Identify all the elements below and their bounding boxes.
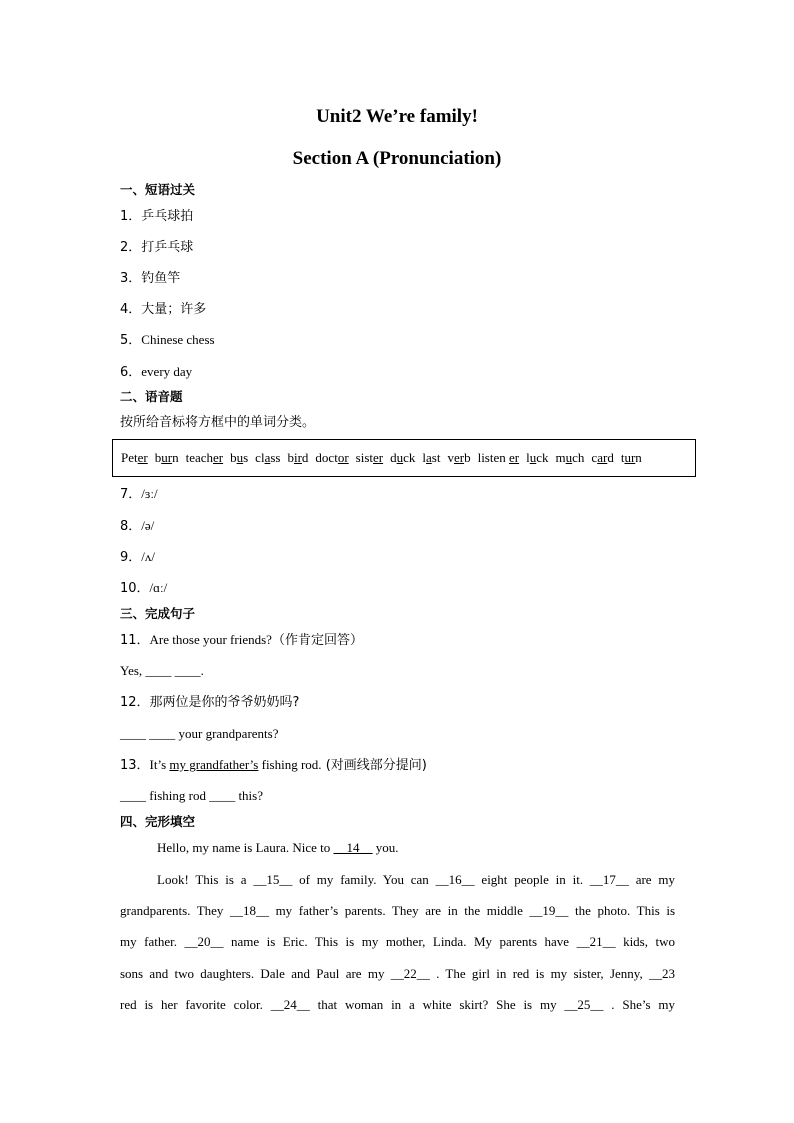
question-12: 12．那两位是你的爷爷奶奶吗? [120, 695, 300, 710]
word-item: class [255, 450, 281, 465]
section4-heading: 四、完形填空 [120, 814, 196, 829]
word-item: luck [526, 450, 549, 465]
section3-heading: 三、完成句子 [120, 606, 196, 621]
word-item: card [591, 450, 614, 465]
section2-heading: 二、语音题 [120, 389, 183, 404]
word-item: sister [355, 450, 384, 465]
word-item: doctor [315, 450, 349, 465]
passage-line: Look! This is a __15__ of my family. You can __16__ eight people in it. __17__ are my [157, 872, 675, 887]
answer-11: Yes, ____ ____. [120, 663, 204, 678]
unit-title: Unit2 We’re family! [316, 106, 478, 127]
word-item: much [555, 450, 585, 465]
list-item: 10．/ɑː/ [120, 580, 168, 596]
list-item: 6．every day [120, 364, 193, 380]
passage-line: my father. __20__ name is Eric. This is my mother, Linda. My parents have __21__ kids, two [120, 934, 675, 949]
word-item: duck [390, 450, 416, 465]
word-item: bird [287, 450, 309, 465]
list-item: 8．/ə/ [120, 518, 155, 534]
passage-line: sons and two daughters. Dale and Paul are my __22__ . The girl in red is my sister, Jenny, __23 [120, 966, 675, 981]
section-title: Section A (Pronunciation) [292, 148, 502, 169]
passage-line: red is her favorite color. __24__ that woman in a white skirt? She is my __25__ . She’s my [120, 997, 675, 1012]
answer-12: ____ ____ your grandparents? [120, 726, 279, 741]
word-item: bus [230, 450, 249, 465]
list-item: 1．乒乓球拍 [120, 209, 194, 224]
section1-heading: 一、短语过关 [120, 182, 196, 197]
word-item: burn [154, 450, 179, 465]
word-item: last [422, 450, 441, 465]
question-13: 13．It’s my grandfather’s fishing rod. (对画线部分提问) [120, 757, 427, 773]
list-item: 5．Chinese chess [120, 332, 215, 348]
list-item: 4．大量；许多 [120, 302, 207, 317]
passage-line: grandparents. They __18__ my father’s parents. They are in the middle __19__ the photo. This is [120, 903, 675, 918]
word-item: turn [620, 450, 642, 465]
list-item: 2．打乒乓球 [120, 240, 194, 255]
word-item: listen er [477, 450, 520, 465]
instruction: 按所给音标将方框中的单词分类。 [120, 415, 316, 430]
list-item: 7．/ɜː/ [120, 486, 158, 502]
question-11: 11．Are those your friends?（作肯定回答） [120, 632, 363, 648]
answer-13: ____ fishing rod ____ this? [120, 788, 263, 803]
list-item: 3．钓鱼竿 [120, 271, 181, 286]
word-item: verb [447, 450, 471, 465]
word-box [112, 439, 696, 477]
list-item: 9．/ʌ/ [120, 549, 156, 565]
word-item: teacher [185, 450, 224, 465]
word-item: Peter [121, 450, 148, 465]
passage-line: Hello, my name is Laura. Nice to __14__ you. [157, 840, 399, 855]
